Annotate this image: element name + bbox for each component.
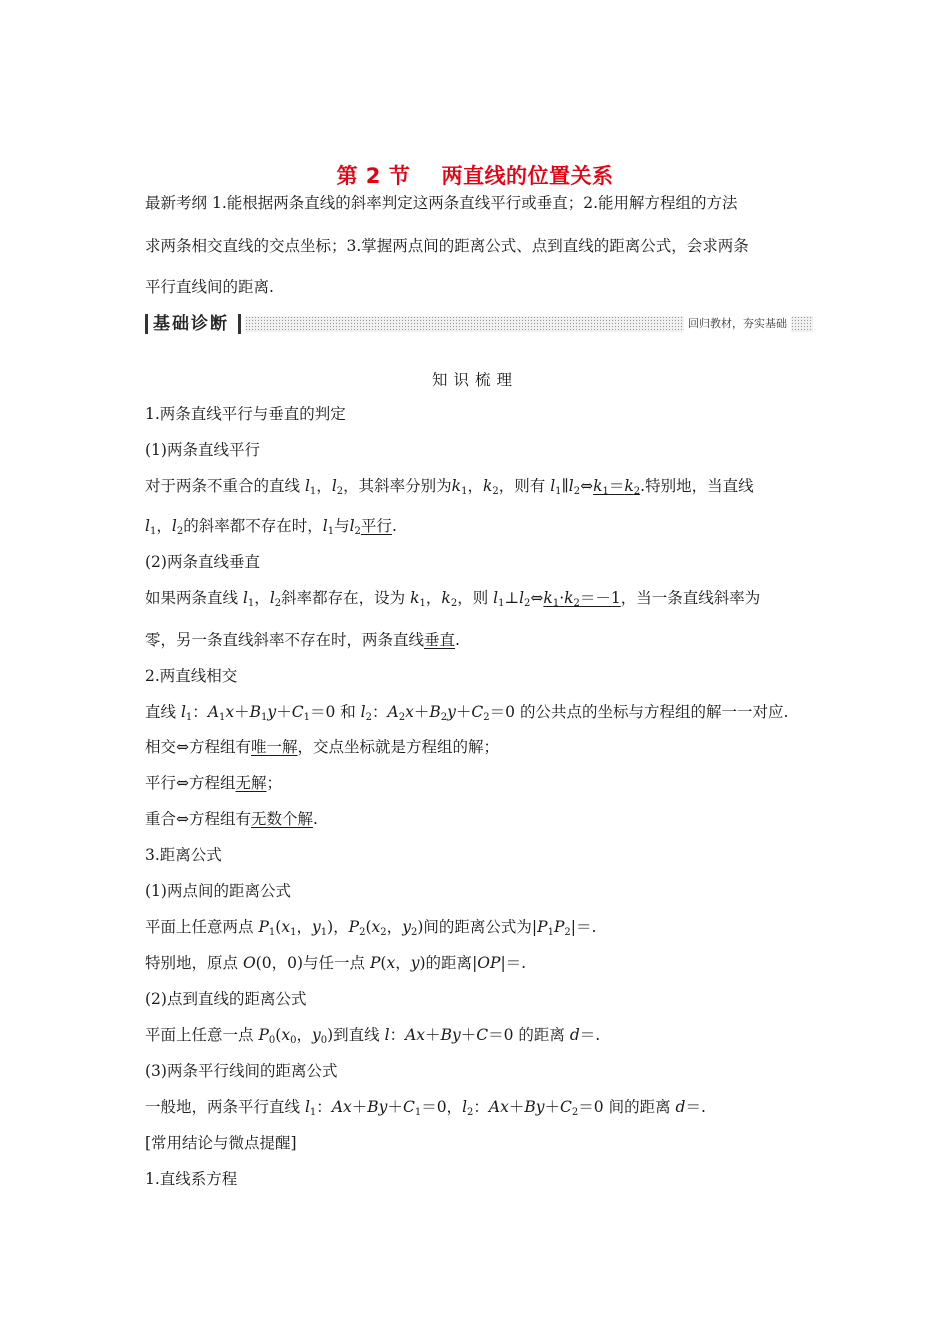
s3-sub1-heading: (1)两点间的距离公式 xyxy=(145,882,291,900)
s2-heading: 2.两直线相交 xyxy=(145,667,238,685)
answer-blank-perpendicular-condition: $k_1\cdot k_2=-1$ xyxy=(543,589,621,609)
tips-item-1: 1.直线系方程 xyxy=(145,1170,238,1188)
s3-heading: 3.距离公式 xyxy=(145,846,222,864)
tips-heading: [常用结论与微点提醒] xyxy=(145,1134,297,1152)
answer-blank-parallel: 平行 xyxy=(360,517,392,535)
syllabus-line-1: 最新考纲 1.能根据两条直线的斜率判定这两条直线平行或垂直；2.能用解方程组的方法 xyxy=(145,194,738,212)
banner-bar-left xyxy=(145,314,148,334)
s1-sub2-heading: (2)两条直线垂直 xyxy=(145,553,260,571)
syllabus-label: 最新考纲 xyxy=(145,194,208,212)
s1-sub1-line1: 对于两条不重合的直线 $l_1$，$l_2$，其斜率分别为$k_1$，$k_2$，则有 $l_1\parallel l_2\Leftrightarrow k_1=k_2$.特别地，当直线 xyxy=(145,477,754,497)
syllabus-line-2: 求两条相交直线的交点坐标；3.掌握两点间的距离公式、点到直线的距离公式，会求两条 xyxy=(145,237,749,255)
answer-blank-unique-solution: 唯一解 xyxy=(251,738,298,756)
s1-heading: 1.两条直线平行与垂直的判定 xyxy=(145,405,346,423)
section-banner xyxy=(145,312,813,336)
s2-line4: 重合⇔方程组有无数个解. xyxy=(145,810,318,828)
s3-sub1-line: 平面上任意两点 $P_1(x_1$，$y_1$)，$P_2(x_2$，$y_2$)间的距离公式为$|P_1P_2|=$. xyxy=(145,918,597,938)
s3-sub1-line2: 特别地，原点 O(0，0)与任一点 P(x，y)的距离|OP|＝. xyxy=(145,954,527,972)
s2-line2: 相交⇔方程组有唯一解，交点坐标就是方程组的解； xyxy=(145,738,500,756)
answer-blank-parallel-condition: $k_1=k_2$ xyxy=(593,477,641,497)
s2-line1: 直线 $l_1$：$A_1x+B_1y+C_1=0$ 和 $l_2$：$A_2x+B_2y+C_2=0$ 的公共点的坐标与方程组的解一一对应. xyxy=(145,703,789,723)
banner-bar-right xyxy=(238,314,241,334)
s3-sub2-line: 平面上任意一点 $P_0(x_0$，$y_0$)到直线 l：Ax＋By＋C＝0 的距离 d＝. xyxy=(145,1026,601,1046)
s3-sub3-line: 一般地，两条平行直线 $l_1$：$Ax+By+C_1=0$，$l_2$：$Ax+By+C_2=0$ 间的距离 d＝. xyxy=(145,1098,706,1118)
page-title: 第 2 节 两直线的位置关系 xyxy=(336,164,614,188)
s1-sub1-heading: (1)两条直线平行 xyxy=(145,441,260,459)
banner-tag: 回归教材，夯实基础 xyxy=(684,316,791,332)
answer-blank-infinite-solutions: 无数个解 xyxy=(251,810,314,828)
answer-blank-perpendicular: 垂直 xyxy=(424,631,456,649)
s3-sub3-heading: (3)两条平行线间的距离公式 xyxy=(145,1062,338,1080)
s1-sub1-line2: $l_1$，$l_2$的斜率都不存在时，$l_1$与$l_2$平行. xyxy=(145,517,397,537)
s3-sub2-heading: (2)点到直线的距离公式 xyxy=(145,990,307,1008)
s2-line3: 平行⇔方程组无解； xyxy=(145,774,283,792)
section-title: 知识梳理 xyxy=(431,371,518,389)
s1-sub2-line1: 如果两条直线 $l_1$，$l_2$斜率都存在，设为 $k_1$，$k_2$，则 $l_1\perp l_2\Leftrightarrow k_1\cdot k_2=-1$，当一条直线斜率为 xyxy=(145,589,761,609)
answer-blank-no-solution: 无解 xyxy=(235,774,267,792)
syllabus-line-3: 平行直线间的距离. xyxy=(145,278,274,296)
s1-sub2-line2: 零，另一条直线斜率不存在时，两条直线垂直. xyxy=(145,631,460,649)
banner-label: 基础诊断 xyxy=(153,314,229,334)
